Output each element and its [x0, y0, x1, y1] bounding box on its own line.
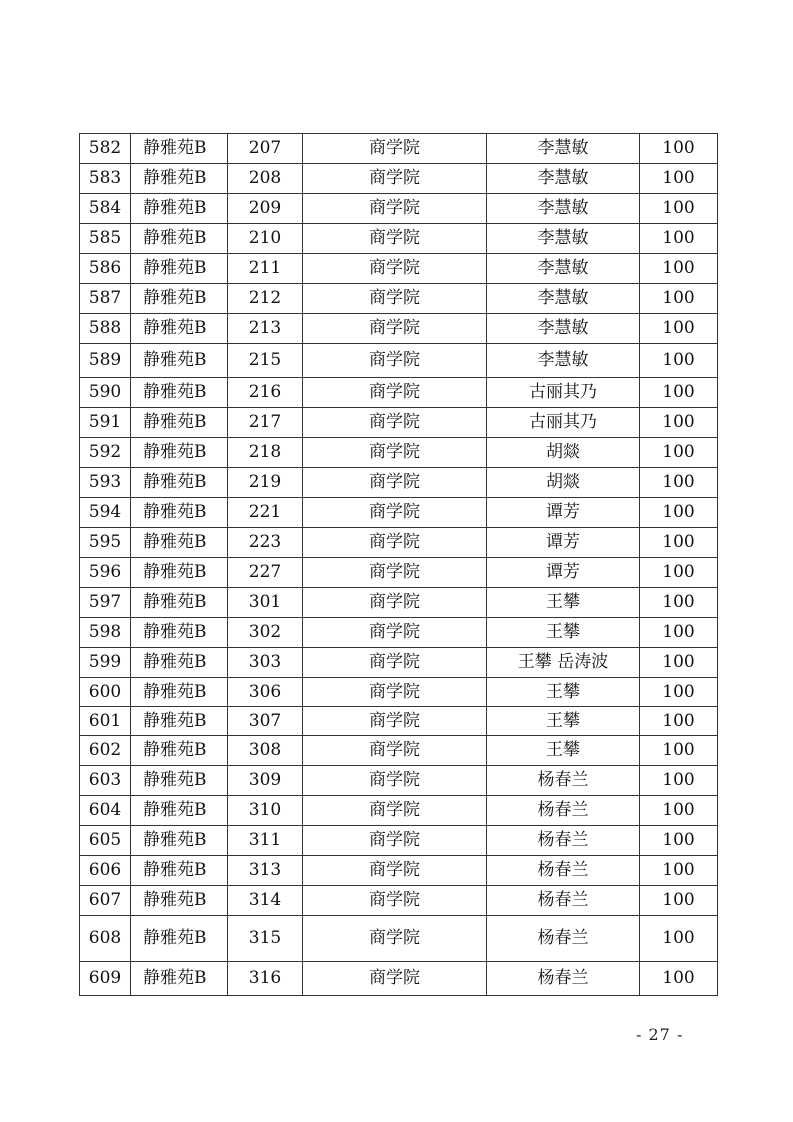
table-row: [80, 856, 718, 886]
room-number-cell: 303: [228, 648, 303, 678]
room-number-cell: 217: [228, 408, 303, 438]
table-row: [80, 648, 718, 678]
room-number-cell: 301: [228, 588, 303, 618]
score-cell: 100: [640, 618, 718, 648]
table-row: [80, 224, 718, 254]
table-row: [80, 766, 718, 796]
table-row: [80, 962, 718, 996]
room-number-cell: 209: [228, 194, 303, 224]
college-cell: 商学院: [303, 618, 487, 648]
score-cell: 100: [640, 194, 718, 224]
table-row: [80, 886, 718, 916]
score-cell: 100: [640, 528, 718, 558]
college-cell: 商学院: [303, 134, 487, 164]
college-cell: 商学院: [303, 378, 487, 408]
score-cell: 100: [640, 766, 718, 796]
college-cell: 商学院: [303, 224, 487, 254]
college-cell: 商学院: [303, 962, 487, 996]
score-cell: 100: [640, 648, 718, 678]
row-number-cell: 591: [80, 408, 131, 438]
score-cell: 100: [640, 498, 718, 528]
room-number-cell: 218: [228, 438, 303, 468]
responsible-person-cell: 杨春兰: [487, 962, 640, 996]
college-cell: 商学院: [303, 766, 487, 796]
score-cell: 100: [640, 826, 718, 856]
building-cell: 静雅苑B: [131, 962, 228, 996]
college-cell: 商学院: [303, 736, 487, 766]
college-cell: 商学院: [303, 194, 487, 224]
room-number-cell: 309: [228, 766, 303, 796]
responsible-person-cell: 李慧敏: [487, 284, 640, 314]
college-cell: 商学院: [303, 648, 487, 678]
room-number-cell: 221: [228, 498, 303, 528]
score-cell: 100: [640, 468, 718, 498]
building-cell: 静雅苑B: [131, 916, 228, 962]
table-row: [80, 707, 718, 736]
room-number-cell: 311: [228, 826, 303, 856]
college-cell: 商学院: [303, 916, 487, 962]
responsible-person-cell: 谭芳: [487, 528, 640, 558]
row-number-cell: 599: [80, 648, 131, 678]
row-number-cell: 589: [80, 344, 131, 378]
room-number-cell: 213: [228, 314, 303, 344]
college-cell: 商学院: [303, 254, 487, 284]
college-cell: 商学院: [303, 558, 487, 588]
room-number-cell: 315: [228, 916, 303, 962]
row-number-cell: 592: [80, 438, 131, 468]
responsible-person-cell: 王攀: [487, 736, 640, 766]
responsible-person-cell: 李慧敏: [487, 194, 640, 224]
row-number-cell: 590: [80, 378, 131, 408]
building-cell: 静雅苑B: [131, 766, 228, 796]
table-row: [80, 528, 718, 558]
row-number-cell: 597: [80, 588, 131, 618]
table-row: [80, 378, 718, 408]
row-number-cell: 588: [80, 314, 131, 344]
room-number-cell: 314: [228, 886, 303, 916]
building-cell: 静雅苑B: [131, 194, 228, 224]
row-number-cell: 587: [80, 284, 131, 314]
table-row: [80, 498, 718, 528]
score-cell: 100: [640, 164, 718, 194]
building-cell: 静雅苑B: [131, 284, 228, 314]
building-cell: 静雅苑B: [131, 528, 228, 558]
responsible-person-cell: 谭芳: [487, 558, 640, 588]
college-cell: 商学院: [303, 528, 487, 558]
room-number-cell: 310: [228, 796, 303, 826]
responsible-person-cell: 李慧敏: [487, 224, 640, 254]
row-number-cell: 602: [80, 736, 131, 766]
score-cell: 100: [640, 438, 718, 468]
room-number-cell: 208: [228, 164, 303, 194]
responsible-person-cell: 李慧敏: [487, 254, 640, 284]
building-cell: 静雅苑B: [131, 314, 228, 344]
building-cell: 静雅苑B: [131, 408, 228, 438]
score-cell: 100: [640, 736, 718, 766]
college-cell: 商学院: [303, 886, 487, 916]
college-cell: 商学院: [303, 408, 487, 438]
room-number-cell: 227: [228, 558, 303, 588]
room-number-cell: 216: [228, 378, 303, 408]
score-cell: 100: [640, 134, 718, 164]
building-cell: 静雅苑B: [131, 678, 228, 707]
score-cell: 100: [640, 856, 718, 886]
responsible-person-cell: 李慧敏: [487, 164, 640, 194]
table-row: [80, 736, 718, 766]
college-cell: 商学院: [303, 707, 487, 736]
row-number-cell: 603: [80, 766, 131, 796]
responsible-person-cell: 古丽其乃: [487, 408, 640, 438]
responsible-person-cell: 胡燚: [487, 438, 640, 468]
score-cell: 100: [640, 344, 718, 378]
building-cell: 静雅苑B: [131, 826, 228, 856]
responsible-person-cell: 古丽其乃: [487, 378, 640, 408]
building-cell: 静雅苑B: [131, 588, 228, 618]
room-number-cell: 211: [228, 254, 303, 284]
building-cell: 静雅苑B: [131, 736, 228, 766]
score-cell: 100: [640, 678, 718, 707]
score-cell: 100: [640, 254, 718, 284]
building-cell: 静雅苑B: [131, 558, 228, 588]
responsible-person-cell: 杨春兰: [487, 826, 640, 856]
building-cell: 静雅苑B: [131, 134, 228, 164]
table-row: [80, 344, 718, 378]
row-number-cell: 585: [80, 224, 131, 254]
room-number-cell: 215: [228, 344, 303, 378]
score-cell: 100: [640, 558, 718, 588]
building-cell: 静雅苑B: [131, 707, 228, 736]
row-number-cell: 595: [80, 528, 131, 558]
responsible-person-cell: 李慧敏: [487, 344, 640, 378]
row-number-cell: 605: [80, 826, 131, 856]
college-cell: 商学院: [303, 796, 487, 826]
score-cell: 100: [640, 408, 718, 438]
building-cell: 静雅苑B: [131, 438, 228, 468]
page-number: - 27 -: [636, 1025, 684, 1044]
table-row: [80, 408, 718, 438]
responsible-person-cell: 王攀: [487, 707, 640, 736]
building-cell: 静雅苑B: [131, 378, 228, 408]
building-cell: 静雅苑B: [131, 164, 228, 194]
table-body: [80, 134, 718, 996]
college-cell: 商学院: [303, 826, 487, 856]
room-number-cell: 302: [228, 618, 303, 648]
room-number-cell: 306: [228, 678, 303, 707]
table-row: [80, 826, 718, 856]
building-cell: 静雅苑B: [131, 498, 228, 528]
college-cell: 商学院: [303, 164, 487, 194]
building-cell: 静雅苑B: [131, 796, 228, 826]
score-cell: 100: [640, 284, 718, 314]
row-number-cell: 609: [80, 962, 131, 996]
college-cell: 商学院: [303, 678, 487, 707]
row-number-cell: 593: [80, 468, 131, 498]
room-number-cell: 223: [228, 528, 303, 558]
responsible-person-cell: 杨春兰: [487, 916, 640, 962]
score-cell: 100: [640, 314, 718, 344]
table-row: [80, 194, 718, 224]
row-number-cell: 584: [80, 194, 131, 224]
building-cell: 静雅苑B: [131, 886, 228, 916]
score-cell: 100: [640, 886, 718, 916]
row-number-cell: 586: [80, 254, 131, 284]
building-cell: 静雅苑B: [131, 344, 228, 378]
row-number-cell: 604: [80, 796, 131, 826]
table-row: [80, 164, 718, 194]
responsible-person-cell: 王攀: [487, 618, 640, 648]
table-row: [80, 284, 718, 314]
building-cell: 静雅苑B: [131, 648, 228, 678]
row-number-cell: 582: [80, 134, 131, 164]
building-cell: 静雅苑B: [131, 618, 228, 648]
college-cell: 商学院: [303, 284, 487, 314]
college-cell: 商学院: [303, 438, 487, 468]
college-cell: 商学院: [303, 856, 487, 886]
table-row: [80, 588, 718, 618]
college-cell: 商学院: [303, 588, 487, 618]
table-row: [80, 314, 718, 344]
records-table: [79, 133, 718, 996]
room-number-cell: 316: [228, 962, 303, 996]
score-cell: 100: [640, 916, 718, 962]
building-cell: 静雅苑B: [131, 224, 228, 254]
table-row: [80, 468, 718, 498]
row-number-cell: 606: [80, 856, 131, 886]
room-number-cell: 210: [228, 224, 303, 254]
responsible-person-cell: 杨春兰: [487, 766, 640, 796]
room-number-cell: 307: [228, 707, 303, 736]
row-number-cell: 596: [80, 558, 131, 588]
row-number-cell: 583: [80, 164, 131, 194]
row-number-cell: 600: [80, 678, 131, 707]
responsible-person-cell: 李慧敏: [487, 314, 640, 344]
score-cell: 100: [640, 588, 718, 618]
row-number-cell: 594: [80, 498, 131, 528]
room-number-cell: 212: [228, 284, 303, 314]
table-row: [80, 796, 718, 826]
college-cell: 商学院: [303, 498, 487, 528]
table-row: [80, 438, 718, 468]
score-cell: 100: [640, 962, 718, 996]
college-cell: 商学院: [303, 314, 487, 344]
building-cell: 静雅苑B: [131, 254, 228, 284]
room-number-cell: 207: [228, 134, 303, 164]
table-row: [80, 916, 718, 962]
row-number-cell: 598: [80, 618, 131, 648]
room-number-cell: 219: [228, 468, 303, 498]
responsible-person-cell: 李慧敏: [487, 134, 640, 164]
row-number-cell: 608: [80, 916, 131, 962]
building-cell: 静雅苑B: [131, 856, 228, 886]
responsible-person-cell: 胡燚: [487, 468, 640, 498]
building-cell: 静雅苑B: [131, 468, 228, 498]
college-cell: 商学院: [303, 468, 487, 498]
responsible-person-cell: 杨春兰: [487, 856, 640, 886]
responsible-person-cell: 谭芳: [487, 498, 640, 528]
room-number-cell: 313: [228, 856, 303, 886]
responsible-person-cell: 杨春兰: [487, 886, 640, 916]
responsible-person-cell: 王攀: [487, 588, 640, 618]
row-number-cell: 601: [80, 707, 131, 736]
score-cell: 100: [640, 378, 718, 408]
responsible-person-cell: 王攀 岳涛波: [487, 648, 640, 678]
score-cell: 100: [640, 796, 718, 826]
table-row: [80, 134, 718, 164]
table-row: [80, 678, 718, 707]
score-cell: 100: [640, 224, 718, 254]
row-number-cell: 607: [80, 886, 131, 916]
responsible-person-cell: 杨春兰: [487, 796, 640, 826]
responsible-person-cell: 王攀: [487, 678, 640, 707]
score-cell: 100: [640, 707, 718, 736]
table-row: [80, 254, 718, 284]
table-row: [80, 618, 718, 648]
table-row: [80, 558, 718, 588]
room-number-cell: 308: [228, 736, 303, 766]
college-cell: 商学院: [303, 344, 487, 378]
